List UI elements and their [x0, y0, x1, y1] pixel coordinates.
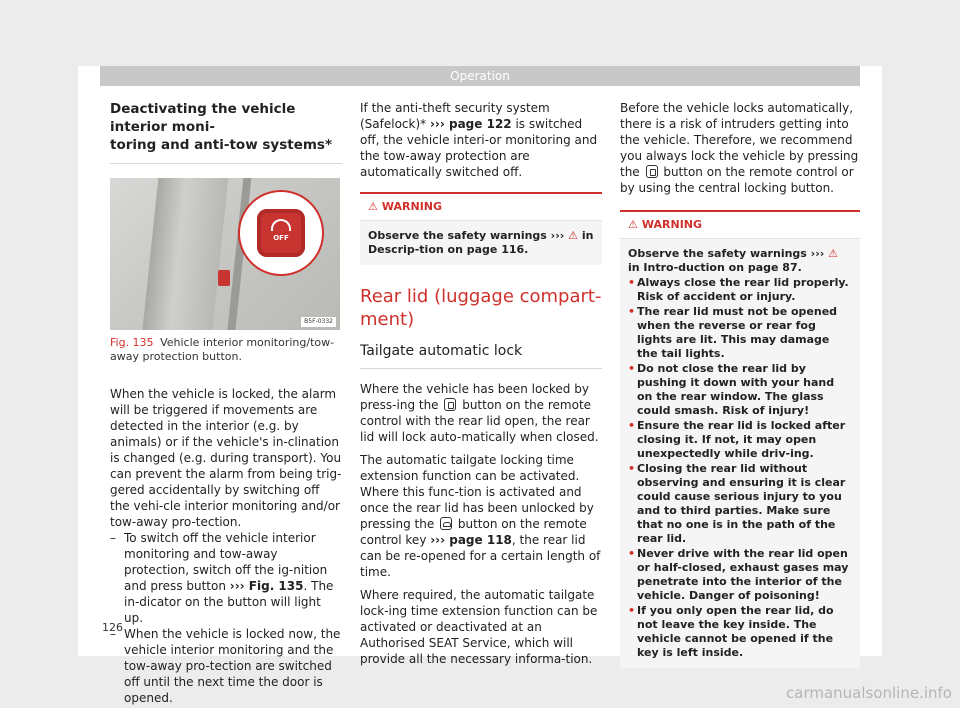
warning-item: • The rear lid must not be opened when the reverse or rear fog lights are lit. This may damage the tail lights. — [628, 305, 852, 361]
extension-text: The automatic tailgate locking time extension function can be activated. Where this func-tion is activated and once the rear lid has been unlocked by pressing the — [360, 453, 594, 531]
car-alarm-icon — [271, 219, 291, 231]
list-item-text: To switch off the vehicle interior monitoring and tow-away protection, switch off the ig-nition and press button — [124, 531, 328, 593]
figure-caption-text: Vehicle interior monitoring/tow-away protection button. — [110, 336, 335, 363]
warning-intro-text-end: in Intro-duction on page 87. — [628, 261, 802, 274]
paragraph-locking — [360, 381, 602, 445]
warning-body — [360, 221, 602, 265]
section-title-text: Deactivating the vehicle interior moni- toring and anti-tow systems* — [110, 101, 333, 153]
extension-text-mid: button on the remote control key — [360, 517, 587, 547]
locking-text: Where the vehicle has been locked by press-ing the — [360, 382, 589, 412]
page-reference-link[interactable]: ››› page 122 — [429, 117, 512, 131]
warning-triangle-icon: ⚠ — [368, 200, 378, 213]
intruders-text-end: button on the remote control or by using the central locking button. — [620, 165, 854, 195]
warning-triangle-icon: ⚠ — [828, 247, 838, 260]
safelock-text-end: is switched off, the vehicle interi-or monitoring and the tow-away protection are automatically switched off. — [360, 117, 598, 179]
trunk-key-icon — [440, 517, 452, 530]
warning-item: • Always close the rear lid properly. Risk of accident or injury. — [628, 276, 852, 304]
figure-off-button — [257, 209, 305, 257]
column-right — [620, 100, 860, 668]
warning-item: • Ensure the rear lid is locked after closing it. If not, it may open unexpectedly while driv-ing. — [628, 419, 852, 461]
list-item-text: When the vehicle is locked now, the vehicle interior monitoring and the tow-away pro-tection are switched off until the next time the door is opened. — [124, 627, 341, 705]
safelock-text: If the anti-theft security system (Safelock)* — [360, 101, 550, 131]
warning-title: WARNING — [641, 218, 703, 231]
warning-triangle-icon: ⚠ — [628, 218, 638, 231]
figure-small-button — [218, 270, 230, 286]
warning-intro — [628, 247, 852, 275]
paragraph-time-extension — [360, 452, 602, 580]
figure-code: B5F-0332 — [301, 317, 336, 327]
warning-item: • Closing the rear lid without observing and ensuring it is clear could cause serious injury to you and to third parties. Make sure that no one is in the path of the rear lid. — [628, 462, 852, 546]
page-reference-link[interactable]: ››› page 118 — [430, 533, 512, 547]
list-item — [110, 626, 342, 706]
figure-zoom-circle — [238, 190, 324, 276]
figure-caption-label: Fig. 135 — [110, 336, 154, 349]
running-header: Operation — [100, 66, 860, 86]
extension-text-end: , the rear lid can be re-opened for a certain length of time. — [360, 533, 601, 579]
warning-header — [360, 194, 602, 221]
lock-key-icon — [646, 165, 658, 178]
warning-title: WARNING — [381, 200, 443, 213]
column-left — [110, 100, 342, 706]
warning-item: • If you only open the rear lid, do not leave the key inside. The vehicle cannot be opened if the key is left inside. — [628, 604, 852, 660]
page-number: 126 — [102, 621, 123, 634]
warning-body — [620, 239, 860, 668]
paragraph-alarm: When the vehicle is locked, the alarm will be triggered if movements are detected in the interior (e.g. by animals) or if the vehicle's in-clination is changed (e.g. during transport). You can prevent the alarm from being trig-gered accidentally by switching off the vehi-cle interior monitoring and/or tow-away pro-tection. — [110, 387, 342, 529]
steps-list — [110, 530, 342, 706]
section-title-deactivating — [110, 100, 342, 164]
warning-item: • Do not close the rear lid by pushing it down with your hand on the rear window. The glass could smash. Risk of injury! — [628, 362, 852, 418]
figure-off-label: OFF — [273, 234, 289, 242]
warning-header — [620, 212, 860, 239]
list-item — [110, 530, 342, 626]
figure-interior-monitoring-button — [110, 178, 340, 330]
warning-box-description — [360, 192, 602, 265]
subsection-heading-tailgate: Tailgate automatic lock — [360, 342, 602, 369]
list-item-text-end: . The in-dicator on the button will light up. — [124, 579, 334, 625]
warning-text: Observe the safety warnings ››› — [368, 229, 569, 242]
intruders-text: Before the vehicle locks automatically, there is a risk of intruders getting into the vehicle. Therefore, we recommend you always lock the vehicle by pressing the — [620, 101, 859, 179]
warning-text-end: in Descrip-tion on page 116. — [368, 229, 594, 256]
column-middle — [360, 100, 602, 667]
paragraph-intruders — [620, 100, 860, 196]
figure-pillar — [141, 178, 230, 330]
locking-text-end: button on the remote control with the rear lid open, the rear lid will lock auto-matically when closed. — [360, 398, 599, 444]
fig-reference-link[interactable]: ››› Fig. 135 — [229, 579, 304, 593]
warning-intro-text: Observe the safety warnings ››› — [628, 247, 829, 260]
lock-key-icon — [444, 398, 456, 411]
watermark[interactable]: carmanualsonline.info — [786, 684, 952, 702]
warning-box-rear-lid — [620, 210, 860, 668]
section-heading-rear-lid: Rear lid (luggage compart- ment) — [360, 286, 602, 330]
paragraph-safelock — [360, 100, 602, 180]
figure-caption — [110, 336, 342, 364]
warning-item: • Never drive with the rear lid open or half-closed, exhaust gases may penetrate into the interior of the vehicle. Danger of poisoning! — [628, 547, 852, 603]
paragraph-service: Where required, the automatic tailgate lock-ing time extension function can be activated or deactivated at an Authorised SEAT Service, which will provide all the necessary informa-tion. — [360, 588, 598, 666]
warning-triangle-icon: ⚠ — [568, 229, 578, 242]
